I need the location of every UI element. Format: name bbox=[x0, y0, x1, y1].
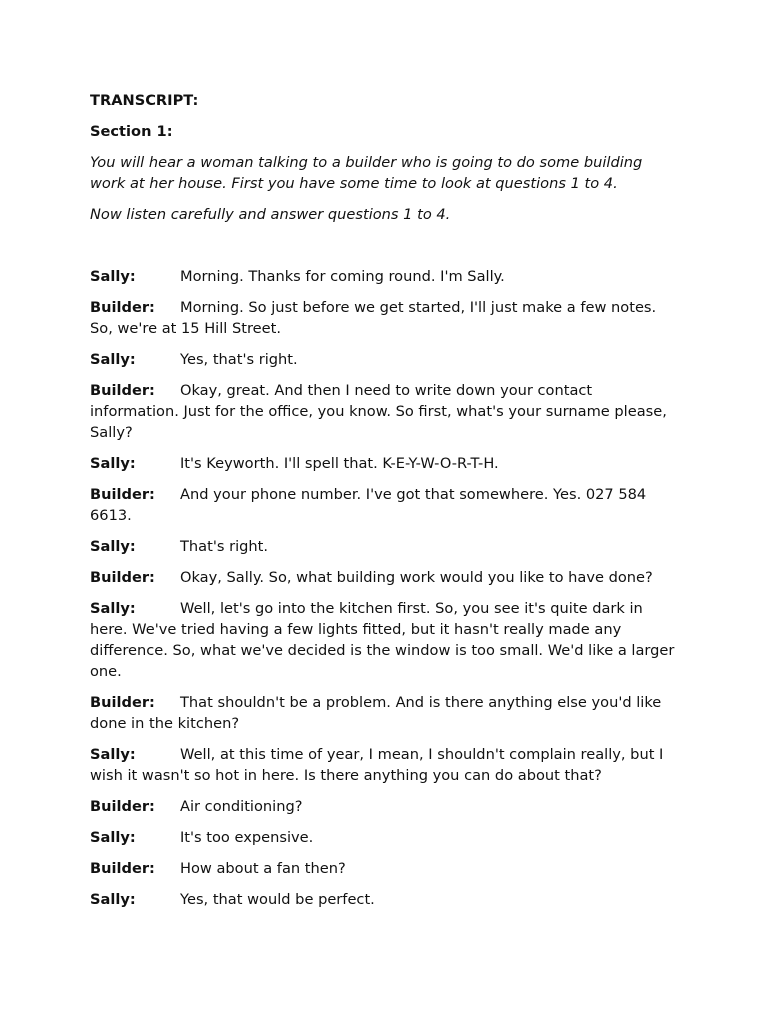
dialogue-text: That shouldn't be a problem. And is there anything else you'd like done in the kitchen? bbox=[90, 694, 662, 732]
dialogue-line bbox=[90, 692, 682, 734]
dialogue-line bbox=[90, 889, 682, 910]
spacer bbox=[90, 235, 682, 266]
dialogue-line bbox=[90, 744, 682, 786]
dialogue-line bbox=[90, 598, 682, 682]
speaker-name: Sally: bbox=[90, 351, 136, 368]
dialogue-line bbox=[90, 796, 682, 817]
intro-instructions: You will hear a woman talking to a builder who is going to do some building work at her house. First you have some time to look at questions 1 to 4. bbox=[90, 154, 643, 192]
dialogue-line bbox=[90, 484, 682, 526]
dialogue-text: Morning. So just before we get started, I'll just make a few notes. So, we're at 15 Hill Street. bbox=[90, 299, 657, 337]
dialogue-line bbox=[90, 567, 682, 588]
dialogue-text: Well, at this time of year, I mean, I shouldn't complain really, but I wish it wasn't so hot in here. Is there anything you can do about that? bbox=[90, 746, 664, 784]
speaker-name: Sally: bbox=[90, 829, 136, 846]
dialogue-text: How about a fan then? bbox=[180, 860, 346, 877]
speaker-name: Builder: bbox=[90, 382, 155, 399]
speaker-name: Sally: bbox=[90, 268, 136, 285]
intro-listen-instruction: Now listen carefully and answer questions 1 to 4. bbox=[90, 206, 451, 223]
speaker-name: Sally: bbox=[90, 538, 136, 555]
dialogue-text: Morning. Thanks for coming round. I'm Sally. bbox=[180, 268, 505, 285]
dialogue-text: Well, let's go into the kitchen first. So, you see it's quite dark in here. We've tried having a few lights fitted, but it hasn't really made any difference. So, what we've decided is the window is too small. We'd like a larger one. bbox=[90, 600, 675, 680]
dialogue-text: Yes, that would be perfect. bbox=[180, 891, 375, 908]
speaker-name: Builder: bbox=[90, 798, 155, 815]
speaker-name: Builder: bbox=[90, 860, 155, 877]
speaker-name: Sally: bbox=[90, 600, 136, 617]
dialogue-line bbox=[90, 297, 682, 339]
dialogue-text: That's right. bbox=[180, 538, 269, 555]
dialogue-text: It's too expensive. bbox=[180, 829, 314, 846]
dialogue-line bbox=[90, 827, 682, 848]
dialogue-text: Yes, that's right. bbox=[180, 351, 298, 368]
dialogue-text: It's Keyworth. I'll spell that. K-E-Y-W-O-R-T-H. bbox=[180, 455, 499, 472]
speaker-name: Builder: bbox=[90, 694, 155, 711]
speaker-name: Sally: bbox=[90, 746, 136, 763]
dialogue-line bbox=[90, 349, 682, 370]
dialogue-text: Okay, great. And then I need to write down your contact information. Just for the office, you know. So first, what's your surname please, Sally? bbox=[90, 382, 667, 441]
dialogue-line bbox=[90, 858, 682, 879]
section-heading: Section 1: bbox=[90, 123, 173, 140]
speaker-name: Sally: bbox=[90, 455, 136, 472]
dialogue-text: Air conditioning? bbox=[180, 798, 303, 815]
transcript-title: TRANSCRIPT: bbox=[90, 92, 199, 109]
dialogue-line bbox=[90, 453, 682, 474]
speaker-name: Builder: bbox=[90, 569, 155, 586]
dialogue-text: Okay, Sally. So, what building work would you like to have done? bbox=[180, 569, 653, 586]
speaker-name: Sally: bbox=[90, 891, 136, 908]
speaker-name: Builder: bbox=[90, 299, 155, 316]
transcript-page bbox=[90, 90, 682, 920]
dialogue-line bbox=[90, 266, 682, 287]
dialogue-line bbox=[90, 380, 682, 443]
dialogue-line bbox=[90, 536, 682, 557]
dialogue-text: And your phone number. I've got that somewhere. Yes. 027 584 6613. bbox=[90, 486, 647, 524]
speaker-name: Builder: bbox=[90, 486, 155, 503]
